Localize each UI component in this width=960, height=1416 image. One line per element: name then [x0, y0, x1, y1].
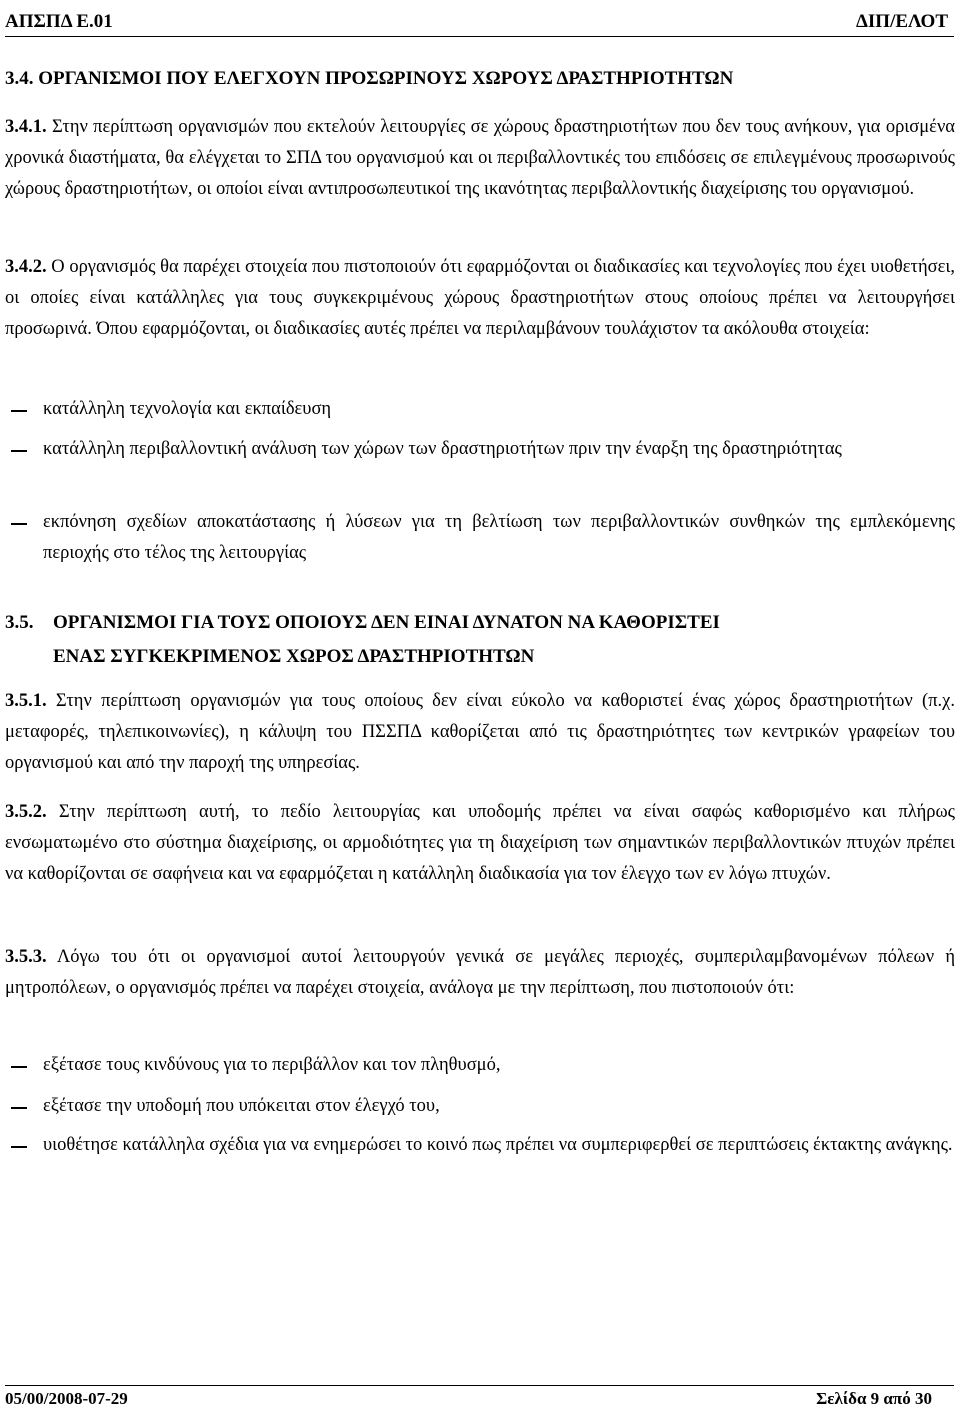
paragraph-number: 3.5.1.	[5, 691, 47, 711]
paragraph-number: 3.4.1.	[5, 117, 47, 137]
paragraph-3-5-3	[5, 942, 955, 1004]
paragraph-3-5-1	[5, 686, 955, 779]
paragraph-number: 3.4.2.	[5, 257, 47, 277]
paragraph-text: Στην περίπτωση οργανισμών που εκτελούν λειτουργίες σε χώρους δραστηριοτήτων που δεν τους ανήκουν, για ορισμένα χρονικά διαστήματα, θα ελέγχεται το ΣΠΔ του οργανισμού και οι περιβαλλοντικές του επιδόσεις σε επιλεγμένους προσωρινούς χώρους δραστηριοτήτων, οι οποίοι είναι αντιπροσωπευτικοί της ικανότητας περιβαλλοντικής διαχείρισης του οργανισμού.	[5, 117, 956, 199]
list-item-text: κατάλληλη τεχνολογία και εκπαίδευση	[43, 399, 332, 419]
section-3-5-title-line1: ΟΡΓΑΝΙΣΜΟΙ ΓΙΑ ΤΟΥΣ ΟΠΟΙΟΥΣ ΔΕΝ ΕΙΝΑΙ ΔΥΝΑΤΟΝ ΝΑ ΚΑΘΟΡΙΣΤΕΙ	[53, 612, 720, 633]
list-item-text: εξέτασε τους κινδύνους για το περιβάλλον και τον πληθυσμό,	[43, 1055, 501, 1075]
page-footer	[5, 1388, 932, 1412]
header-org: ΔΙΠ/ΕΛΟΤ	[855, 11, 948, 32]
page-header	[5, 8, 948, 38]
list-item-text: υιοθέτησε κατάλληλα σχέδια για να ενημερώσει το κοινό πως πρέπει να συμπεριφερθεί σε περιπτώσεις έκτακτης ανάγκης.	[43, 1135, 953, 1155]
header-doc-code: ΑΠΣΠΔ Ε.01	[5, 11, 113, 32]
list-item-text: κατάλληλη περιβαλλοντική ανάλυση των χώρων των δραστηριοτήτων πριν την έναρξη της δραστηριότητας	[43, 439, 842, 459]
list-item	[5, 507, 955, 569]
paragraph-3-4-1	[5, 112, 955, 205]
list-item	[5, 1130, 955, 1161]
list-item	[5, 1050, 955, 1081]
paragraph-text: Λόγω του ότι οι οργανισμοί αυτοί λειτουργούν γενικά σε μεγάλες περιοχές, συμπεριλαμβανομένων πόλεων ή μητροπόλεων, ο οργανισμός πρέπει να παρέχει στοιχεία, ανάλογα με την περίπτωση, που πιστοποιούν ότι:	[5, 947, 955, 998]
list-item-text: εξέτασε την υποδομή που υπόκειται στον έλεγχό του,	[43, 1096, 440, 1116]
section-3-5-heading	[5, 606, 955, 674]
section-3-5-title-line2: ΕΝΑΣ ΣΥΓΚΕΚΡΙΜΕΝΟΣ ΧΩΡΟΣ ΔΡΑΣΤΗΡΙΟΤΗΤΩΝ	[53, 646, 535, 667]
header-rule	[5, 36, 954, 37]
paragraph-text: Ο οργανισμός θα παρέχει στοιχεία που πιστοποιούν ότι εφαρμόζονται οι διαδικασίες και τεχνολογίες που έχει υιοθετήσει, οι οποίες είναι κατάλληλες για τους συγκεκριμένους χώρους δραστηριοτήτων στους οποίους πρέπει να λειτουργήσει προσωρινά. Όπου εφαρμόζονται, οι διαδικασίες αυτές πρέπει να περιλαμβάνουν τουλάχιστον τα ακόλουθα στοιχεία:	[5, 257, 955, 339]
paragraph-text: Στην περίπτωση οργανισμών για τους οποίους δεν είναι εύκολο να καθοριστεί ένας χώρος δραστηριοτήτων (π.χ. μεταφορές, τηλεπικοινωνίες), η κάλυψη του ΠΣΣΠΔ καθορίζεται από τις δραστηριότητες των κεντρικών γραφείων του οργανισμού και από την παροχή της υπηρεσίας.	[5, 691, 956, 773]
paragraph-3-5-2	[5, 797, 955, 890]
list-item	[5, 434, 955, 465]
paragraph-number: 3.5.2.	[5, 802, 47, 822]
paragraph-text: Στην περίπτωση αυτή, το πεδίο λειτουργίας και υποδομής πρέπει να είναι σαφώς καθορισμένο και πλήρως ενσωματωμένο στο σύστημα διαχείρισης, οι αρμοδιότητες για τη διαχείριση των σημαντικών περιβαλλοντικών πτυχών πρέπει να καθορίζονται σε σαφήνεια και να εφαρμόζεται η κατάλληλη διαδικασία για τον έλεγχο των εν λόγω πτυχών.	[5, 802, 956, 884]
list-item	[5, 1091, 955, 1122]
section-3-5-number: 3.5.	[5, 612, 34, 633]
section-3-4-title: 3.4. ΟΡΓΑΝΙΣΜΟΙ ΠΟΥ ΕΛΕΓΧΟΥΝ ΠΡΟΣΩΡΙΝΟΥΣ ΧΩΡΟΥΣ ΔΡΑΣΤΗΡΙΟΤΗΤΩΝ	[5, 68, 734, 89]
footer-page-number: Σελίδα 9 από 30	[816, 1389, 932, 1408]
footer-date: 05/00/2008-07-29	[5, 1389, 128, 1408]
footer-rule	[5, 1385, 954, 1386]
list-item	[5, 394, 955, 425]
paragraph-3-4-2	[5, 252, 955, 345]
section-3-4-heading	[5, 62, 955, 96]
list-item-text: εκπόνηση σχεδίων αποκατάστασης ή λύσεων για τη βελτίωση των περιβαλλοντικών συνθηκών της εμπλεκόμενης περιοχής στο τέλος της λειτουργίας	[43, 512, 955, 563]
paragraph-number: 3.5.3.	[5, 947, 47, 967]
